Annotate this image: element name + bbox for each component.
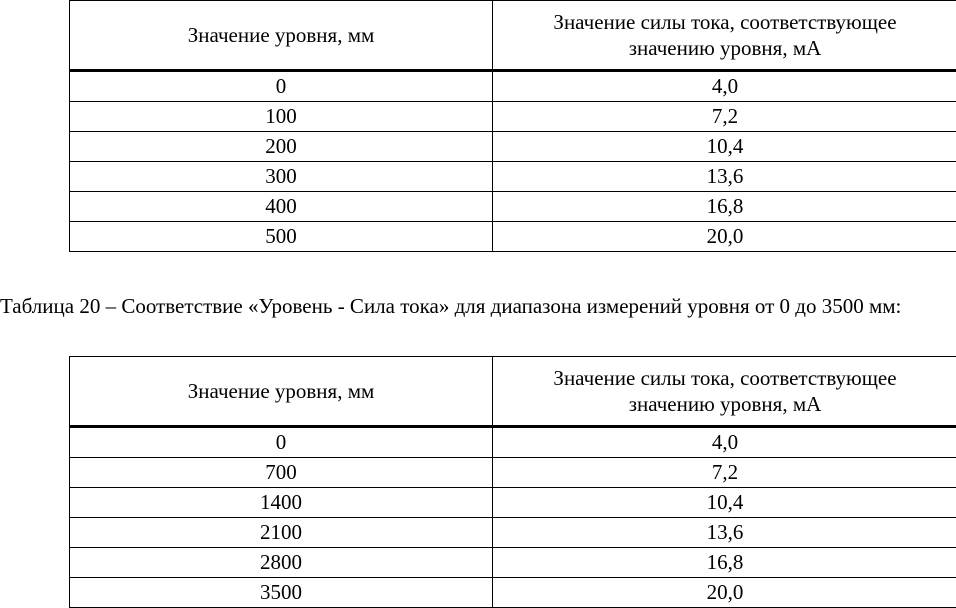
table-20-caption: Таблица 20 – Соответствие «Уровень - Сила тока» для диапазона измерений уровня от 0 до 3500 мм: [0,290,956,323]
level-cell: 400 [70,192,493,222]
current-column-header [493,357,956,427]
level-cell: 3500 [70,578,493,608]
level-cell: 300 [70,162,493,192]
current-cell: 16,8 [493,548,956,578]
table-row [70,458,956,488]
table-row [70,548,956,578]
table-row [70,488,956,518]
current-header-line-1: Значение силы тока, соответствующее [493,9,956,35]
level-cell: 2800 [70,548,493,578]
current-header-line-2: значению уровня, мА [493,391,956,417]
level-cell: 1400 [70,488,493,518]
current-cell: 20,0 [493,222,956,252]
current-cell: 20,0 [493,578,956,608]
current-cell: 13,6 [493,518,956,548]
current-cell: 4,0 [493,427,956,458]
current-cell: 7,2 [493,102,956,132]
level-cell: 700 [70,458,493,488]
table-row [70,162,956,192]
level-cell: 200 [70,132,493,162]
current-header-line-2: значению уровня, мА [493,35,956,61]
current-column-header [493,1,956,71]
current-header-line-1: Значение силы тока, соответствующее [493,365,956,391]
current-cell: 10,4 [493,132,956,162]
current-cell: 10,4 [493,488,956,518]
table-header-row [70,357,956,427]
level-cell: 2100 [70,518,493,548]
level-cell: 100 [70,102,493,132]
table-row [70,578,956,608]
level-cell: 500 [70,222,493,252]
table-row [70,222,956,252]
table-row [70,518,956,548]
table-row [70,71,956,102]
current-cell: 4,0 [493,71,956,102]
level-column-header: Значение уровня, мм [70,357,493,427]
level-column-header: Значение уровня, мм [70,1,493,71]
table-row [70,102,956,132]
table-row [70,132,956,162]
table-header-row [70,1,956,71]
level-current-table-3500 [69,356,956,608]
current-cell: 13,6 [493,162,956,192]
level-cell: 0 [70,427,493,458]
level-current-table-500 [69,0,956,252]
table-row [70,192,956,222]
table-row [70,427,956,458]
current-cell: 7,2 [493,458,956,488]
level-cell: 0 [70,71,493,102]
current-cell: 16,8 [493,192,956,222]
